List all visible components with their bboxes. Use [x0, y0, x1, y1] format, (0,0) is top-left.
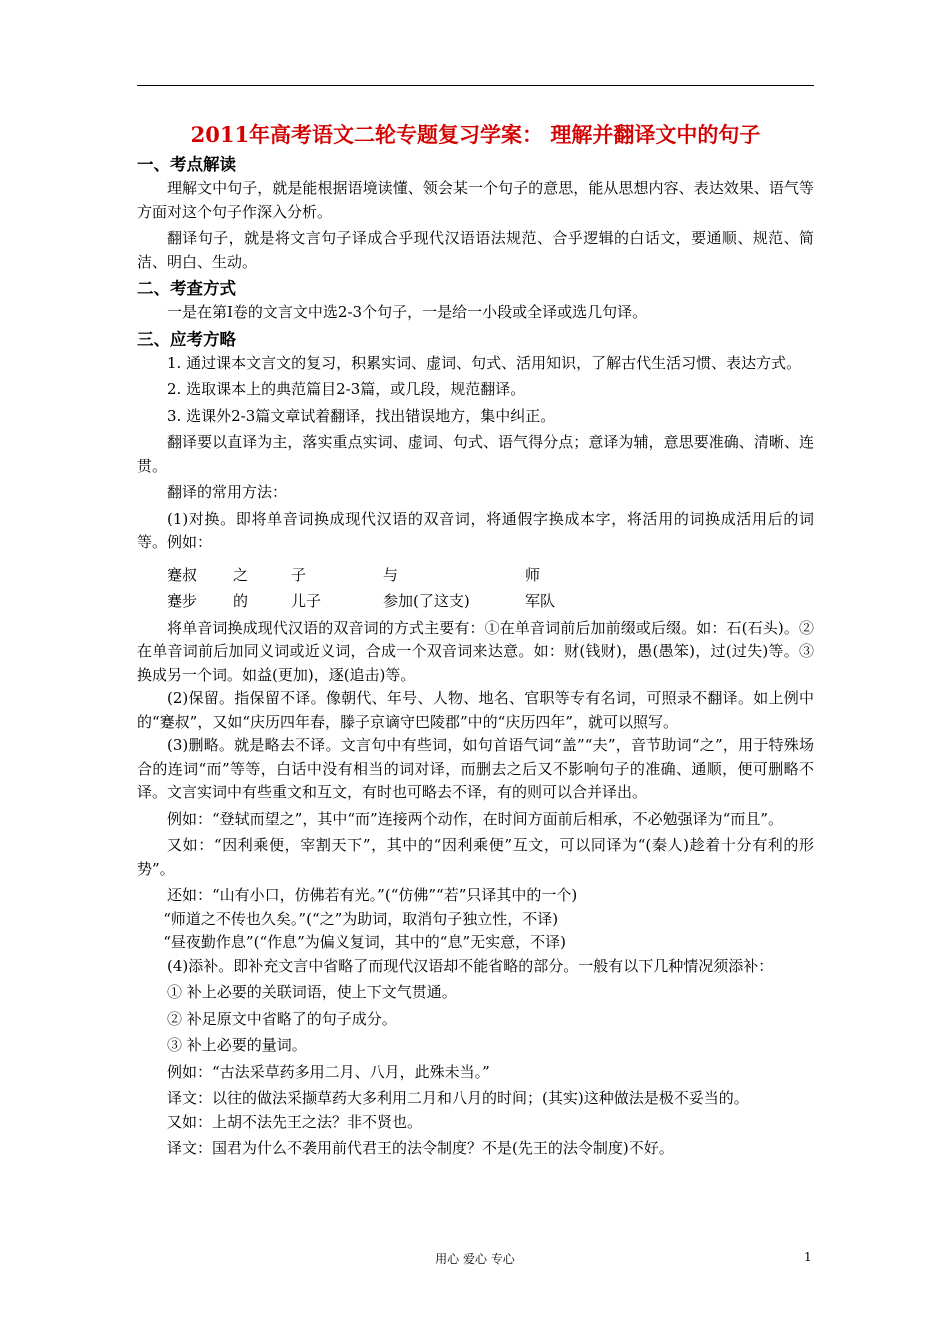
- page-footer: 用心 爱心 专心: [435, 1252, 515, 1266]
- word-cell: 师: [525, 565, 541, 584]
- translation: 译文：以往的做法采撷草药大多利用二月和八月的时间；(其实)这种做法是极不妥当的。: [167, 1089, 749, 1107]
- method-3: (3)删略。就是略去不译。文言句中有些词，如句首语气词“盖”“夫”，音节助词“之”，用于特殊场合的连词“而”等等，白话中没有相当的词对译，而删去之后又不影响句子的准确、通顺，便可删略不译。文言实词中有些重文和互文，有时也可略去不译，有的则可以合并译出。: [137, 736, 814, 801]
- translation-row-original: [137, 564, 814, 588]
- method-2: (2)保留。指保留不译。像朝代、年号、人物、地名、官职等专有名词，可照录不翻译。如上例中的“蹇叔”，又如“庆历四年春，滕子京谪守巴陵郡”中的“庆历四年”，就可以照写。: [137, 689, 814, 731]
- paragraph: 翻译的常用方法：: [167, 483, 288, 501]
- example: 例如：“登轼而望之”，其中“而”连接两个动作，在时间方面前后相承，不必勉强译为“而且”。: [167, 809, 784, 828]
- paragraph: 理解文中句子，就是能根据语境读懂、领会某一个句子的意思，能从思想内容、表达效果、语气等方面对这个句子作深入分析。: [137, 179, 814, 221]
- word-cell: 蹇叔: [167, 565, 198, 584]
- list-item: 3. 选课外2-3篇文章试着翻译，找出错误地方，集中纠正。: [167, 406, 556, 425]
- word-cell: 的: [233, 592, 249, 610]
- section-2-heading: 二、考查方式: [137, 279, 236, 298]
- list-item: 2. 选取课本上的典范篇目2-3篇，或几段，规范翻译。: [167, 380, 526, 398]
- document-body: [137, 150, 814, 1161]
- word-cell: 军队: [525, 592, 556, 610]
- page-title: 2011年高考语文二轮专题复习学案： 理解并翻译文中的句子: [190, 122, 761, 147]
- word-cell: 与: [383, 565, 399, 584]
- method-1: (1)对换。即将单音词换成现代汉语的双音词，将通假字换成本字，将活用的词换成活用后的词等。例如：: [137, 509, 814, 551]
- word-cell: 儿子: [291, 592, 322, 610]
- list-item: ③ 补上必要的量词。: [167, 1036, 307, 1054]
- header-rule: [137, 85, 814, 86]
- list-item: ② 补足原文中省略了的句子成分。: [167, 1009, 397, 1028]
- section-3-heading: 三、应考方略: [137, 329, 236, 349]
- example: 还如：“山有小口，仿佛若有光。”(“仿佛”“若”只译其中的一个): [167, 886, 578, 904]
- method-4: (4)添补。即补充文言中省略了而现代汉语却不能省略的部分。一般有以下几种情况须添补：: [167, 956, 774, 975]
- paragraph: 翻译句子，就是将文言句子译成合乎现代汉语语法规范、合乎逻辑的白话文，要通顺、规范、简洁、明白、生动。: [137, 229, 814, 271]
- word-cell: 蹇步: [167, 592, 198, 610]
- translation-row-modern: [137, 590, 814, 614]
- list-item: ① 补上必要的关联词语，使上下文气贯通。: [167, 983, 457, 1001]
- word-cell: 之: [233, 565, 249, 584]
- page-number: 1: [804, 1250, 812, 1264]
- example: 又如：“因利乘便，宰割天下”，其中的“因利乘便”互文，可以同译为“(秦人)趁着十分有利的形势”。: [137, 836, 814, 878]
- word-cell: 参加(了这支): [383, 592, 470, 610]
- list-item: 1. 通过课本文言文的复习，积累实词、虚词、句式、活用知识，了解古代生活习惯、表达方式。: [167, 353, 802, 372]
- section-1-heading: 一、考点解读: [137, 155, 236, 174]
- word-cell: 子: [291, 565, 307, 584]
- paragraph: 将单音词换成现代汉语的双音词的方式主要有：①在单音词前后加前缀或后缀。如：石(石头)。②在单音词前后加同义词或近义词，合成一个双音词来达意。如：财(钱财)，愚(愚笨)，过(过失)等。③换成另一个词。如益(更加)，逐(追击)等。: [137, 618, 814, 684]
- example: 例如：“古法采草药多用二月、八月，此殊未当。”: [167, 1062, 490, 1081]
- paragraph: 一是在第Ⅰ卷的文言文中选2-3个句子，一是给一小段或全译或选几句译。: [167, 303, 648, 321]
- example: “昼夜勤作息”(“作息”为偏义复词，其中的“息”无实意，不译): [163, 933, 566, 951]
- translation: 译文：国君为什么不袭用前代君王的法令制度？不是(先王的法令制度)不好。: [167, 1139, 674, 1157]
- paragraph: 翻译要以直译为主，落实重点实词、虚词、句式、语气得分点；意译为辅，意思要准确、清晰、连贯。: [137, 433, 814, 475]
- example: “师道之不传也久矣。”(“之”为助词，取消句子独立性，不译): [163, 909, 559, 928]
- example: 又如：上胡不法先王之法？非不贤也。: [167, 1112, 423, 1131]
